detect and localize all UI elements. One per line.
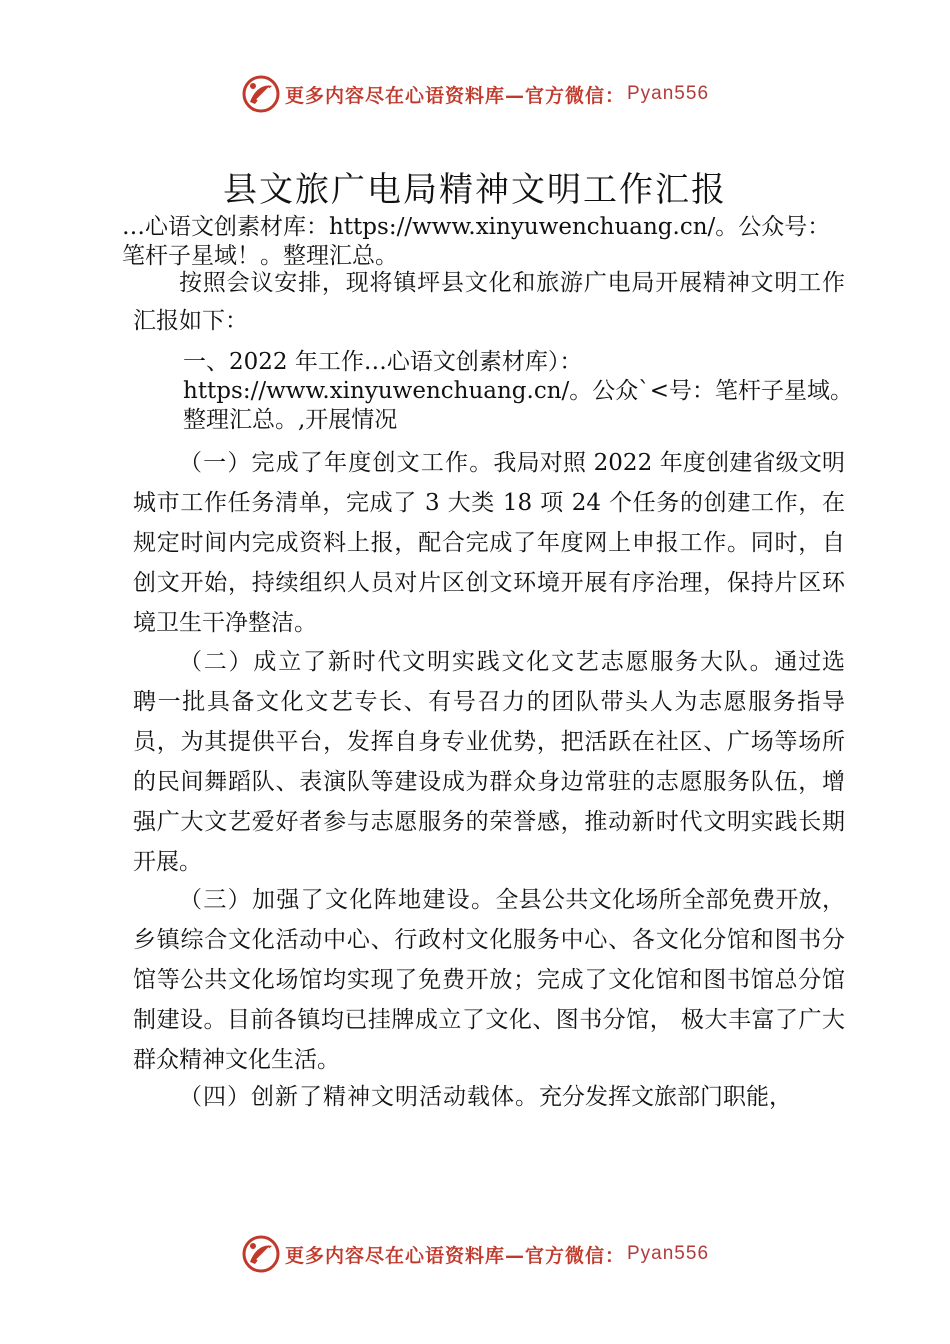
paragraph-3 xyxy=(133,880,845,1080)
watermark-banner-top xyxy=(0,72,950,116)
paragraph-1 xyxy=(133,443,845,643)
paragraph-3-body: 全县公共文化场所全部免费开放，乡镇综合文化活动中心、行政村文化服务中心、各文化分馆和图书分馆等公共文化场馆均实现了免费开放；完成了文化馆和图书馆总分馆制建设。目前各镇均已挂牌成立了文化、图书分馆， 极大丰富了广大群众精神文化生活。 xyxy=(133,887,846,1073)
source-line-2: 笔杆子星域！。整理汇总。 xyxy=(122,243,398,269)
source-line-1: …心语文创素材库：https://www.xinyuwenchuang.cn/。公众号： xyxy=(122,214,831,240)
section-1-line-3: 整理汇总。,开展情况 xyxy=(183,407,398,433)
watermark-text: 更多内容尽在心语资料库—官方微信： xyxy=(284,84,625,107)
section-1-line-2: https://www.xinyuwenchuang.cn/。公众`<号：笔杆子星域。 xyxy=(183,378,854,404)
watermark-text: 更多内容尽在心语资料库—官方微信： xyxy=(284,1244,625,1267)
document-title: 县文旅广电局精神文明工作汇报 xyxy=(223,170,727,210)
paragraph-2 xyxy=(133,642,845,882)
paragraph-2-heading: （二）成立了新时代文明实践文化文艺志愿服务大队。 xyxy=(179,649,775,675)
section-1-line-1: 一、2022 年工作…心语文创素材库）： xyxy=(183,349,583,375)
watermark-wechat-id: Pyan556 xyxy=(627,1243,710,1264)
paragraph-1-body: 我局对照 2022 年度创建省级文明城市工作任务清单，完成了 3 大类 18 项 24 个任务的创建工作，在规定时间内完成资料上报，配合完成了年度网上申报工作。同时，自创文开始，持续组织人员对片区创文环境开展有序治理，保持片区环境卫生干净整洁。 xyxy=(133,450,845,636)
brand-logo-icon xyxy=(241,74,281,114)
watermark-wechat-id: Pyan556 xyxy=(627,83,710,104)
paragraph-2-body: 通过选聘一批具备文化文艺专长、有号召力的团队带头人为志愿服务指导员，为其提供平台，发挥自身专业优势，把活跃在社区、广场等场所的民间舞蹈队、表演队等建设成为群众身边常驻的志愿服务队伍，增强广大文艺爱好者参与志愿服务的荣誉感，推动新时代文明实践长期开展。 xyxy=(133,649,846,875)
intro-paragraph: 按照会议安排，现将镇坪县文化和旅游广电局开展精神文明工作汇报如下： xyxy=(133,270,845,334)
paragraph-1-heading: （一）完成了年度创文工作。 xyxy=(179,450,494,476)
paragraph-4 xyxy=(133,1077,845,1117)
paragraph-4-heading: （四）创新了精神文明活动载体。 xyxy=(179,1084,539,1110)
watermark-banner-bottom xyxy=(0,1232,950,1276)
brand-logo-icon xyxy=(241,1234,281,1274)
paragraph-3-heading: （三）加强了文化阵地建设。 xyxy=(179,887,496,913)
paragraph-4-body: 充分发挥文旅部门职能， xyxy=(539,1084,792,1110)
